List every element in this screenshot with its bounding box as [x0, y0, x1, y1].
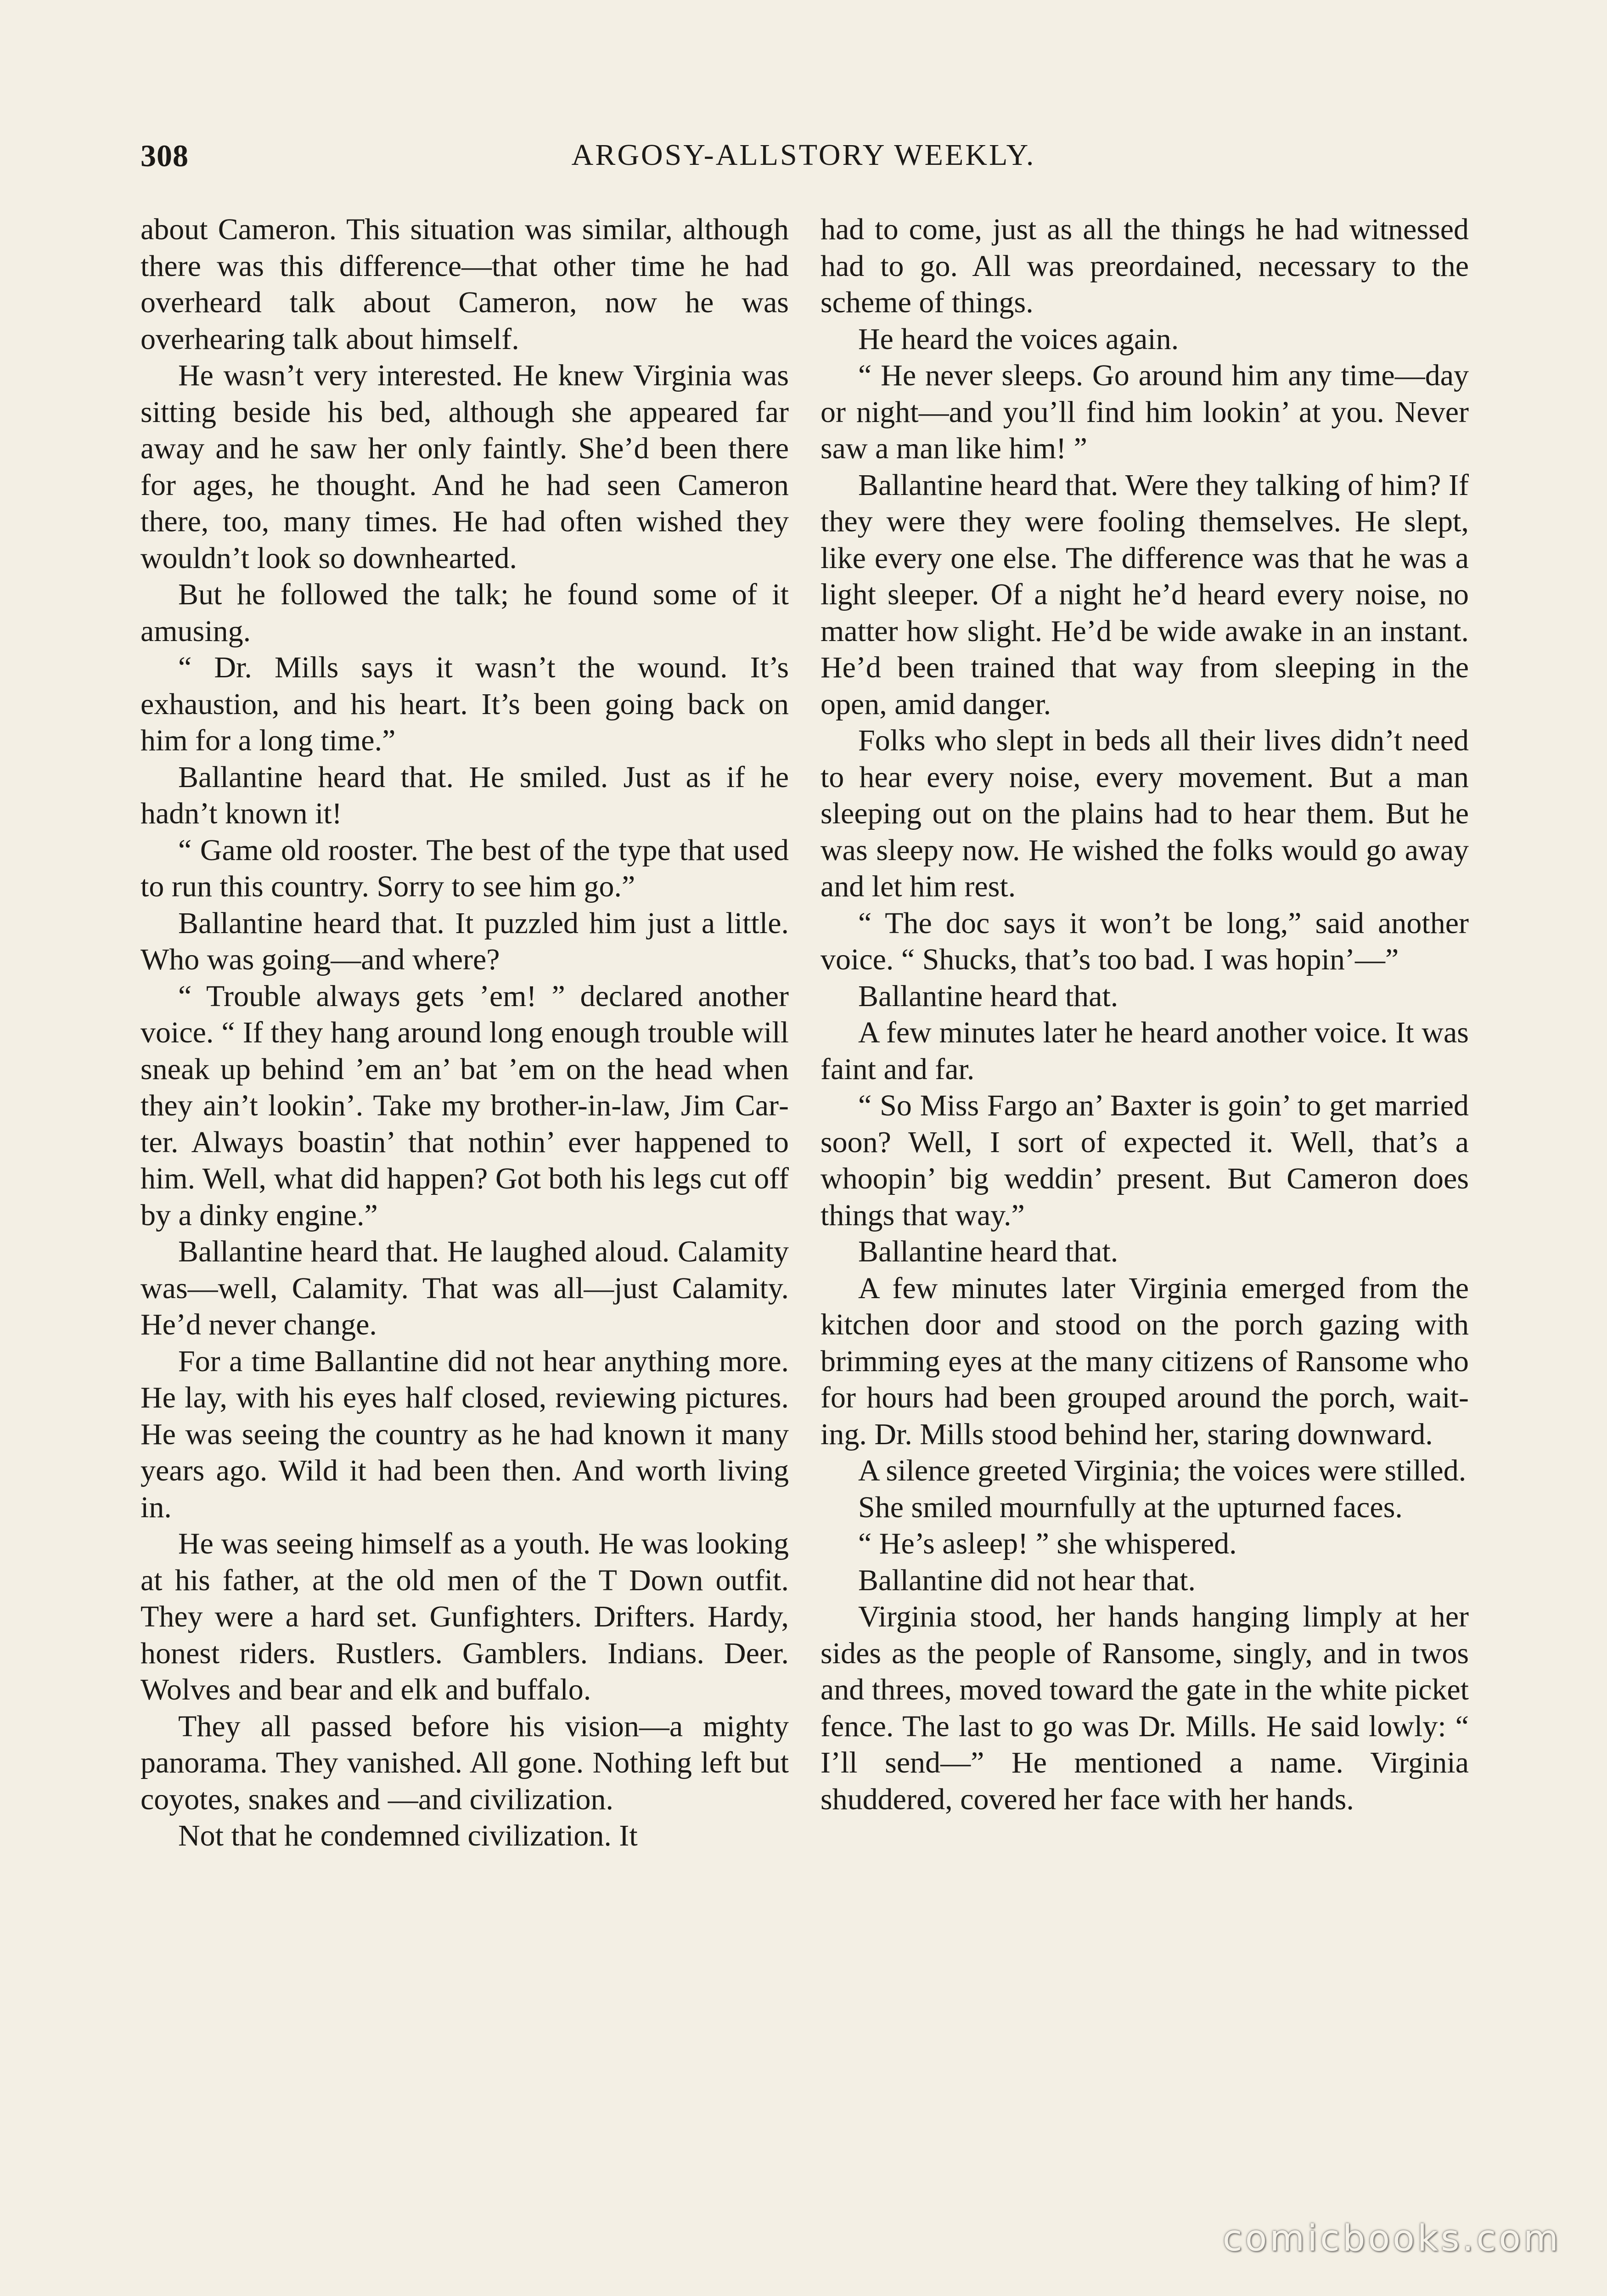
paragraph: “ He never sleeps. Go around him any time—day or night—and you’ll find him lookin’ at you. Never saw a man like him! ”	[820, 359, 1469, 465]
paragraph: A silence greeted Virginia; the voices were stilled.	[858, 1454, 1467, 1487]
paragraph: He wasn’t very interested. He knew Virginia was sitting beside his bed, although she appeared far away and he saw her only faintly. She’d been there for ages, he thought. And he had seen Cameron there, too, many times. He had often wished they wouldn’t look so downhearted.	[140, 359, 789, 575]
paragraph: Ballantine heard that. He laughed aloud. Calamity was—well, Calamity. That was all—just Calamity. He’d never change.	[140, 1235, 789, 1341]
left-column	[140, 211, 789, 1854]
paragraph: Ballantine heard that.	[858, 979, 1118, 1013]
paragraph: For a time Ballantine did not hear anything more. He lay, with his eyes half closed, reviewing pictures. He was seeing the country as he had known it many years ago. Wild it had been then. And worth living in.	[140, 1344, 789, 1524]
page-number: 308	[140, 138, 189, 173]
paragraph: about Cameron. This situation was similar, although there was this difference—that other time he had overheard talk about Cameron, now he was overhearing talk about himself.	[140, 213, 789, 356]
page-header	[140, 138, 1467, 193]
paragraph: “ Game old rooster. The best of the type that used to run this country. Sorry to see him go.”	[140, 833, 789, 903]
paragraph: A few minutes later Virginia emerged from the kitchen door and stood on the porch gazing with brimming eyes at the many citizens of Ransome who for hours had been grouped around the porch, waiting. Dr. Mills stood behind her, staring downward.	[820, 1271, 1469, 1451]
watermark: comicbooks.com	[1222, 2218, 1561, 2259]
paragraph: “ Dr. Mills says it wasn’t the wound. It’s exhaustion, and his heart. It’s been going back on him for a long time.”	[140, 651, 789, 757]
paragraph: “ He’s asleep! ” she whispered.	[858, 1527, 1237, 1560]
paragraph: She smiled mournfully at the upturned faces.	[858, 1490, 1403, 1524]
paragraph: Ballantine did not hear that.	[858, 1563, 1196, 1597]
paragraph: “ So Miss Fargo an’ Baxter is goin’ to get married soon? Well, I sort of expected it. Well, that’s a whoopin’ big weddin’ present. But Cameron does things that way.”	[820, 1089, 1469, 1232]
paragraph: had to come, just as all the things he had witnessed had to go. All was preordained, necessary to the scheme of things.	[820, 213, 1469, 319]
paragraph: Ballantine heard that. Were they talking of him? If they were they were fooling themselves. He slept, like every one else. The difference was that he was a light sleeper. Of a night he’d heard every noise, no matter how slight. He’d be wide awake in an instant. He’d been trained that way from sleeping in the open, amid danger.	[820, 468, 1469, 721]
paragraph: Not that he condemned civilization. It	[178, 1819, 638, 1852]
right-column	[820, 211, 1469, 1818]
paragraph: Ballantine heard that. It puzzled him just a little. Who was going—and where?	[140, 906, 789, 976]
paragraph: A few minutes later he heard another voice. It was faint and far.	[820, 1016, 1469, 1086]
paragraph: Ballantine heard that. He smiled. Just as if he hadn’t known it!	[140, 760, 789, 830]
paragraph: Ballantine heard that.	[858, 1235, 1118, 1268]
paragraph: Virginia stood, her hands hanging limply at her sides as the people of Ransome, singly, and in twos and threes, moved toward the gate in the white picket fence. The last to go was Dr. Mills. He said lowly: “ I’ll send—” He mentioned a name. Virginia shuddered, covered her face with her hands.	[820, 1600, 1469, 1816]
paragraph: He was seeing himself as a youth. He was looking at his father, at the old men of the T Down outfit. They were a hard set. Gunfighters. Drifters. Hardy, honest riders. Rustlers. Gamblers. Indians. Deer. Wolves and bear and elk and buffalo.	[140, 1527, 789, 1706]
paragraph: Folks who slept in beds all their lives didn’t need to hear every noise, every movement. But a man sleeping out on the plains had to hear them. But he was sleepy now. He wished the folks would go away and let him rest.	[820, 724, 1469, 903]
paragraph: He heard the voices again.	[858, 322, 1179, 356]
paragraph: “ Trouble always gets ’em! ” declared another voice. “ If they hang around long enough trouble will sneak up behind ’em an’ bat ’em on the head when they ain’t lookin’. Take my brother-in-law, Jim Carter. Always boastin’ that nothin’ ever happened to him. Well, what did happen? Got both his legs cut off by a dinky engine.”	[140, 979, 789, 1232]
paragraph: But he followed the talk; he found some of it amusing.	[140, 578, 789, 648]
paragraph: “ The doc says it won’t be long,” said another voice. “ Shucks, that’s too bad. I was hopin’—”	[820, 906, 1469, 976]
paragraph: They all passed before his vision—a mighty panorama. They vanished. All gone. Nothing left but coyotes, snakes and —and civilization.	[140, 1709, 789, 1816]
running-head: ARGOSY-ALLSTORY WEEKLY.	[571, 138, 1036, 172]
